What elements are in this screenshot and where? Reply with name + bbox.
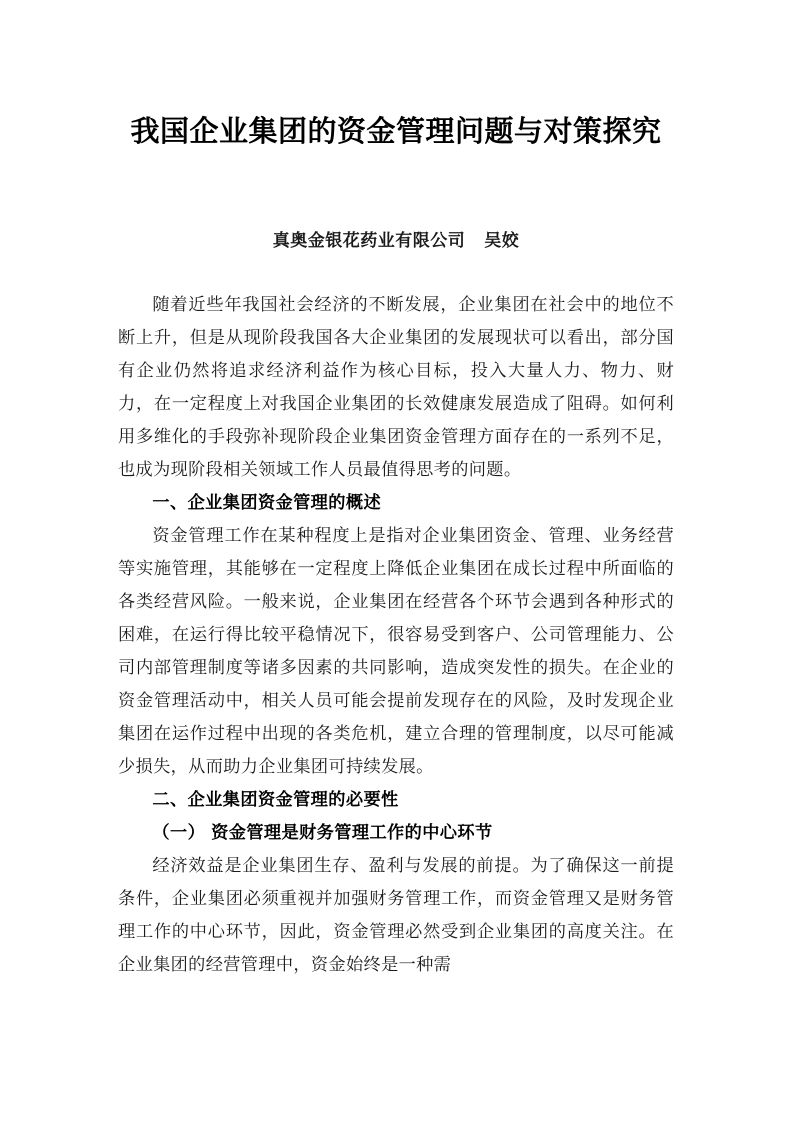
document-body xyxy=(118,288,674,981)
section-heading-one: 一、企业集团资金管理的概述 xyxy=(152,492,382,512)
intro-paragraph: 随着近些年我国社会经济的不断发展，企业集团在社会中的地位不断上升，但是从现阶段我国各大企业集团的发展现状可以看出，部分国有企业仍然将追求经济利益作为核心目标，投入大量人力、物力、财力，在一定程度上对我国企业集团的长效健康发展造成了阻碍。如何利用多维化的手段弥补现阶段企业集团资金管理方面存在的一系列不足，也成为现阶段相关领域工作人员最值得思考的问题。 xyxy=(118,295,674,479)
subsection-heading-one xyxy=(118,816,674,849)
subsection-heading-text: 资金管理是财务管理工作的中心环节 xyxy=(211,823,493,842)
page-title: 我国企业集团的资金管理问题与对策探究 xyxy=(130,116,662,148)
byline-author: 吴姣 xyxy=(484,231,520,250)
necessity-paragraph: 经济效益是企业集团生存、盈利与发展的前提。为了确保这一前提条件，企业集团必须重视并加强财务管理工作，而资金管理又是财务管理工作的中心环节，因此，资金管理必然受到企业集团的高度关注。在企业集团的经营管理中，资金始终是一种需 xyxy=(118,856,674,974)
section-heading-two: 二、企业集团资金管理的必要性 xyxy=(152,789,399,809)
overview-paragraph: 资金管理工作在某种程度上是指对企业集团资金、管理、业务经营等实施管理，其能够在一定程度上降低企业集团在成长过程中所面临的各类经营风险。一般来说，企业集团在经营各个环节会遇到各种形式的困难，在运行得比较平稳情况下，很容易受到客户、公司管理能力、公司内部管理制度等诸多因素的共同影响，造成突发性的损失。在企业的资金管理活动中，相关人员可能会提前发现存在的风险，及时发现企业集团在运作过程中出现的各类危机，建立合理的管理制度，以尽可能减少损失，从而助力企业集团可持续发展。 xyxy=(118,526,674,776)
subsection-marker: （一） xyxy=(152,823,206,842)
byline-affiliation: 真奥金银花药业有限公司 xyxy=(272,231,466,250)
byline xyxy=(118,228,674,254)
